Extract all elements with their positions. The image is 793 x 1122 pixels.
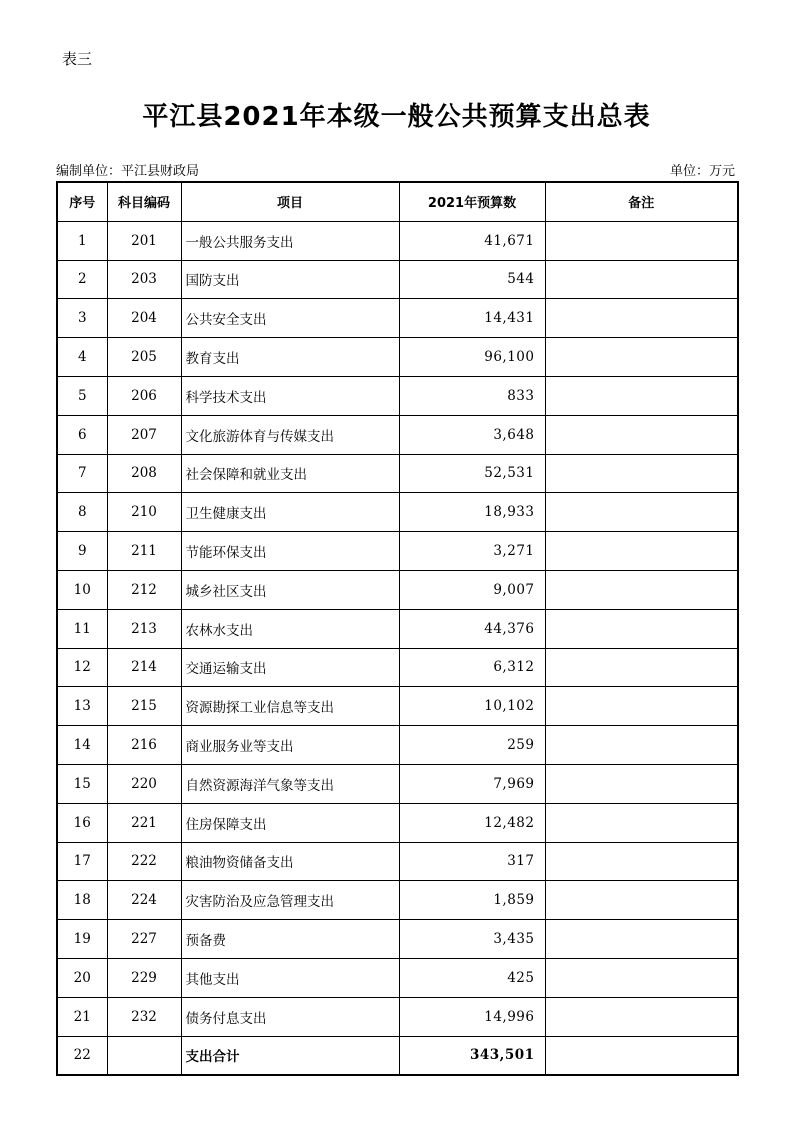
budget-amount: 41,671 xyxy=(399,221,545,260)
row-note xyxy=(545,648,738,687)
row-note xyxy=(545,958,738,997)
row-note xyxy=(545,338,738,377)
subject-code: 204 xyxy=(107,299,181,338)
row-number: 7 xyxy=(57,454,107,493)
header-no: 序号 xyxy=(57,182,107,221)
subject-code: 221 xyxy=(107,803,181,842)
table-row xyxy=(57,338,738,377)
budget-amount: 6,312 xyxy=(399,648,545,687)
row-note xyxy=(545,415,738,454)
subject-code: 205 xyxy=(107,338,181,377)
table-row xyxy=(57,881,738,920)
budget-amount: 12,482 xyxy=(399,803,545,842)
row-note xyxy=(545,842,738,881)
subject-code: 201 xyxy=(107,221,181,260)
item-name: 农林水支出 xyxy=(181,609,399,648)
row-number: 15 xyxy=(57,764,107,803)
row-number: 9 xyxy=(57,532,107,571)
table-row xyxy=(57,726,738,765)
table-row xyxy=(57,454,738,493)
table-row xyxy=(57,415,738,454)
item-name: 节能环保支出 xyxy=(181,532,399,571)
row-number: 11 xyxy=(57,609,107,648)
row-number: 1 xyxy=(57,221,107,260)
subject-code: 227 xyxy=(107,920,181,959)
row-note xyxy=(545,532,738,571)
subject-code: 212 xyxy=(107,570,181,609)
row-note xyxy=(545,299,738,338)
budget-amount: 10,102 xyxy=(399,687,545,726)
table-row xyxy=(57,803,738,842)
total-row-number: 22 xyxy=(57,1036,107,1075)
subject-code: 229 xyxy=(107,958,181,997)
table-row xyxy=(57,687,738,726)
item-name: 科学技术支出 xyxy=(181,376,399,415)
budget-amount: 544 xyxy=(399,260,545,299)
total-budget-amount: 343,501 xyxy=(399,1036,545,1075)
subject-code: 207 xyxy=(107,415,181,454)
total-item-name: 支出合计 xyxy=(181,1036,399,1075)
item-name: 资源勘探工业信息等支出 xyxy=(181,687,399,726)
row-number: 17 xyxy=(57,842,107,881)
subject-code: 220 xyxy=(107,764,181,803)
total-row-note xyxy=(545,1036,738,1075)
budget-amount: 317 xyxy=(399,842,545,881)
item-name: 商业服务业等支出 xyxy=(181,726,399,765)
table-row xyxy=(57,842,738,881)
row-note xyxy=(545,881,738,920)
row-note xyxy=(545,454,738,493)
row-number: 2 xyxy=(57,260,107,299)
budget-amount: 259 xyxy=(399,726,545,765)
row-number: 14 xyxy=(57,726,107,765)
item-name: 社会保障和就业支出 xyxy=(181,454,399,493)
budget-amount: 44,376 xyxy=(399,609,545,648)
subject-code: 224 xyxy=(107,881,181,920)
item-name: 教育支出 xyxy=(181,338,399,377)
item-name: 粮油物资储备支出 xyxy=(181,842,399,881)
header-note: 备注 xyxy=(545,182,738,221)
table-row xyxy=(57,648,738,687)
subject-code: 214 xyxy=(107,648,181,687)
budget-amount: 3,648 xyxy=(399,415,545,454)
table-row xyxy=(57,570,738,609)
table-row xyxy=(57,221,738,260)
row-note xyxy=(545,260,738,299)
row-number: 6 xyxy=(57,415,107,454)
subject-code: 206 xyxy=(107,376,181,415)
currency-unit: 单位：万元 xyxy=(669,164,735,179)
item-name: 交通运输支出 xyxy=(181,648,399,687)
row-number: 3 xyxy=(57,299,107,338)
table-row xyxy=(57,532,738,571)
budget-amount: 52,531 xyxy=(399,454,545,493)
subject-code: 213 xyxy=(107,609,181,648)
item-name: 自然资源海洋气象等支出 xyxy=(181,764,399,803)
item-name: 卫生健康支出 xyxy=(181,493,399,532)
budget-amount: 96,100 xyxy=(399,338,545,377)
row-number: 10 xyxy=(57,570,107,609)
total-row xyxy=(57,1036,738,1075)
row-number: 19 xyxy=(57,920,107,959)
item-name: 债务付息支出 xyxy=(181,997,399,1036)
table-row xyxy=(57,958,738,997)
row-number: 5 xyxy=(57,376,107,415)
row-number: 20 xyxy=(57,958,107,997)
item-name: 城乡社区支出 xyxy=(181,570,399,609)
subject-code: 216 xyxy=(107,726,181,765)
row-note xyxy=(545,493,738,532)
table-header-row xyxy=(57,182,738,221)
subject-code: 203 xyxy=(107,260,181,299)
subject-code: 232 xyxy=(107,997,181,1036)
budget-amount: 1,859 xyxy=(399,881,545,920)
table-row xyxy=(57,493,738,532)
row-note xyxy=(545,609,738,648)
subject-code: 211 xyxy=(107,532,181,571)
item-name: 预备费 xyxy=(181,920,399,959)
header-item: 项目 xyxy=(181,182,399,221)
row-note xyxy=(545,376,738,415)
item-name: 灾害防治及应急管理支出 xyxy=(181,881,399,920)
budget-amount: 18,933 xyxy=(399,493,545,532)
budget-amount: 833 xyxy=(399,376,545,415)
budget-amount: 7,969 xyxy=(399,764,545,803)
row-note xyxy=(545,764,738,803)
budget-amount: 14,431 xyxy=(399,299,545,338)
table-body xyxy=(57,221,738,1075)
item-name: 一般公共服务支出 xyxy=(181,221,399,260)
header-code: 科目编码 xyxy=(107,182,181,221)
budget-amount: 3,271 xyxy=(399,532,545,571)
budget-amount: 3,435 xyxy=(399,920,545,959)
subject-code: 222 xyxy=(107,842,181,881)
row-number: 21 xyxy=(57,997,107,1036)
table-row xyxy=(57,299,738,338)
table-row xyxy=(57,260,738,299)
budget-amount: 425 xyxy=(399,958,545,997)
header-amount: 2021年预算数 xyxy=(399,182,545,221)
compiling-unit: 编制单位：平江县财政局 xyxy=(56,164,200,179)
row-number: 8 xyxy=(57,493,107,532)
row-number: 13 xyxy=(57,687,107,726)
row-note xyxy=(545,570,738,609)
row-number: 16 xyxy=(57,803,107,842)
row-note xyxy=(545,920,738,959)
table-row xyxy=(57,997,738,1036)
table-row xyxy=(57,764,738,803)
table-row xyxy=(57,376,738,415)
budget-table xyxy=(56,181,739,1076)
total-subject-code xyxy=(107,1036,181,1075)
item-name: 文化旅游体育与传媒支出 xyxy=(181,415,399,454)
row-note xyxy=(545,803,738,842)
item-name: 住房保障支出 xyxy=(181,803,399,842)
row-number: 4 xyxy=(57,338,107,377)
table-row xyxy=(57,920,738,959)
subject-code: 210 xyxy=(107,493,181,532)
page-title: 平江县2021年本级一般公共预算支出总表 xyxy=(142,102,651,132)
item-name: 公共安全支出 xyxy=(181,299,399,338)
budget-amount: 9,007 xyxy=(399,570,545,609)
row-note xyxy=(545,726,738,765)
item-name: 其他支出 xyxy=(181,958,399,997)
subject-code: 215 xyxy=(107,687,181,726)
item-name: 国防支出 xyxy=(181,260,399,299)
budget-amount: 14,996 xyxy=(399,997,545,1036)
page-label: 表三 xyxy=(62,50,93,68)
row-note xyxy=(545,997,738,1036)
row-number: 18 xyxy=(57,881,107,920)
row-note xyxy=(545,687,738,726)
table-row xyxy=(57,609,738,648)
row-note xyxy=(545,221,738,260)
subject-code: 208 xyxy=(107,454,181,493)
row-number: 12 xyxy=(57,648,107,687)
